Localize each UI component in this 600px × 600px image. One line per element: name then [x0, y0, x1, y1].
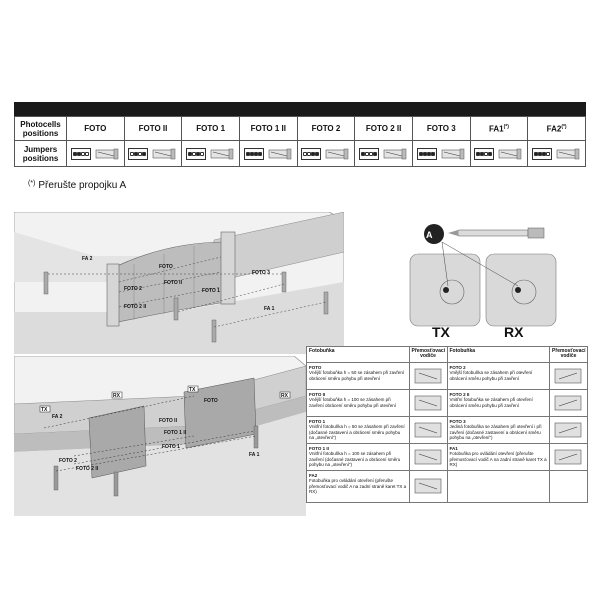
- desc-head-img-right: Přemosťovací vodiče: [550, 347, 588, 363]
- table-row: FOTO 1 Vnitřní fotobuňka h = 50 se zásahem při zavření (dočasné zastavení a obrácení směru pohybu na „otevření“) FOTO 3 Jediná fotobuňka se zásahem při otevření i při zavření (dočasné zastavení a obrácení směru pohybu na „otevření“): [307, 416, 588, 443]
- col-fa2: FA2(*): [528, 117, 586, 141]
- photocell-positions-row: [15, 117, 586, 141]
- wiring-icon: [411, 447, 445, 467]
- tag-tx: TX: [189, 387, 196, 393]
- jumper-cell: [470, 141, 528, 167]
- col-foto-1: FOTO 1: [182, 117, 240, 141]
- tag-tx: TX: [41, 407, 48, 413]
- note-marker: (*): [28, 180, 36, 187]
- col-foto-2: FOTO 2: [297, 117, 355, 141]
- jumper-pin: [142, 152, 146, 156]
- gate-diagram-sliding-svg: [14, 212, 344, 354]
- col-foto-ii: FOTO II: [124, 117, 182, 141]
- desc-head-img-left: Přemosťovací vodiče: [409, 347, 447, 363]
- label-foto-1-ii: FOTO 1 II: [164, 430, 187, 436]
- gate-diagram-swing: [14, 356, 306, 516]
- label-foto-1: FOTO 1: [162, 444, 180, 450]
- photocell-wiring-icon: [94, 147, 120, 161]
- jumper-pin: [431, 152, 435, 156]
- jumper-block: [186, 148, 206, 160]
- col-foto-1-ii: FOTO 1 II: [239, 117, 297, 141]
- table-row: FA2 Fotobuňka pro ovládání otevření (přerušte přemosťovací vodič A na zadní straně karet TX a RX): [307, 470, 588, 502]
- label-foto: FOTO: [159, 264, 173, 270]
- photocell-wiring-icon: [555, 147, 581, 161]
- photocell-wiring-icon: [440, 147, 466, 161]
- photocell-wiring-icon: [382, 147, 408, 161]
- jumper-letter: A: [426, 230, 433, 240]
- jumper-cell: [528, 141, 586, 167]
- table-row: FOTO Vnější fotobuňka h = 50 se zásahem při zavření obrácení směru pohybu při otevření FOTO 2 Vnější fotobuňka se zásahem při otevření obrácení směru pohybu při zavření: [307, 362, 588, 389]
- col-foto-3: FOTO 3: [412, 117, 470, 141]
- col-fa1: FA1(*): [470, 117, 528, 141]
- jumper-pin: [546, 152, 550, 156]
- wiring-icon: [411, 420, 445, 440]
- photocell-description-table: [306, 346, 588, 503]
- label-fa-2: FA 2: [52, 414, 63, 420]
- gate-diagram-swing-svg: [14, 356, 306, 516]
- label-fa-2: FA 2: [82, 256, 93, 262]
- jumper-cell: [297, 141, 355, 167]
- wiring-image: [550, 443, 588, 470]
- tx-label: TX: [432, 324, 450, 340]
- wiring-icon: [411, 393, 445, 413]
- jumper-block: [532, 148, 552, 160]
- label-foto: FOTO: [204, 398, 218, 404]
- label-fa-1: FA 1: [249, 452, 260, 458]
- photocell-positions-label: Photocells positions: [15, 117, 67, 141]
- jumper-pin: [373, 152, 377, 156]
- table-header-bar: [14, 102, 586, 116]
- jumper-cell: [67, 141, 125, 167]
- jumper-note: [28, 180, 126, 191]
- jumper-positions-label: Jumpers positions: [15, 141, 67, 167]
- gate-diagram-sliding: [14, 212, 344, 354]
- jumper-cell: [412, 141, 470, 167]
- tag-rx: RX: [281, 393, 288, 399]
- label-foto-2-ii: FOTO 2 II: [124, 304, 147, 310]
- jumper-block: [301, 148, 321, 160]
- tag-rx: RX: [113, 393, 120, 399]
- rx-label: RX: [504, 324, 524, 340]
- note-text: Přerušte propojku A: [38, 180, 127, 191]
- photocell-wiring-icon: [267, 147, 293, 161]
- jumper-block: [244, 148, 264, 160]
- photocell-wiring-icon: [151, 147, 177, 161]
- jumper-positions-row: [15, 141, 586, 167]
- wiring-icon: [551, 393, 585, 413]
- photocell-jumper-table: [14, 116, 586, 167]
- table-row: FOTO 1 II Vnitřní fotobuňka h = 100 se zásahem při zavření (dočasné zastavení a obrácení směru pohybu na „otevření“) FA1 Fotobuňka pro ovládání otevření (přerušte přemosťovací vodič A na zadní straně karet TX a RX): [307, 443, 588, 470]
- wiring-image: [409, 416, 447, 443]
- label-foto-1: FOTO 1: [202, 288, 220, 294]
- label-foto-3: FOTO 3: [252, 270, 270, 276]
- photocell-wiring-icon: [497, 147, 523, 161]
- label-foto-2-ii: FOTO 2 II: [76, 466, 99, 472]
- label-foto-2: FOTO 2: [124, 286, 142, 292]
- col-foto-2-ii: FOTO 2 II: [355, 117, 413, 141]
- label-foto-ii: FOTO II: [159, 418, 177, 424]
- jumper-cell: [239, 141, 297, 167]
- desc-header-row: [307, 347, 588, 363]
- wiring-icon: [551, 447, 585, 467]
- jumper-pin: [315, 152, 319, 156]
- col-foto: FOTO: [67, 117, 125, 141]
- jumper-cell: [355, 141, 413, 167]
- txrx-boards: [398, 220, 578, 350]
- jumper-block: [417, 148, 437, 160]
- jumper-block: [359, 148, 379, 160]
- wiring-image: [550, 362, 588, 389]
- jumper-pin: [488, 152, 492, 156]
- label-foto-ii: FOTO II: [164, 280, 182, 286]
- wiring-icon: [551, 420, 585, 440]
- wiring-image: [409, 389, 447, 416]
- label-foto-2: FOTO 2: [59, 458, 77, 464]
- wiring-image: [409, 443, 447, 470]
- jumper-block: [474, 148, 494, 160]
- txrx-boards-svg: [398, 220, 578, 350]
- desc-head-right: Fotobuňka: [447, 347, 550, 363]
- desc-head-left: Fotobuňka: [307, 347, 410, 363]
- label-fa-1: FA 1: [264, 306, 275, 312]
- jumper-cell: [124, 141, 182, 167]
- table-row: FOTO II Vnější fotobuňka h = 100 se zásahem při zavření obrácení směru pohybu při otevření FOTO 2 II Vnitřní fotobuňka se zásahem při otevření obrácení směru pohybu při zavření: [307, 389, 588, 416]
- jumper-pin: [85, 152, 89, 156]
- wiring-icon: [411, 476, 445, 496]
- jumper-cell: [182, 141, 240, 167]
- jumper-block: [128, 148, 148, 160]
- photocell-wiring-icon: [209, 147, 235, 161]
- jumper-pin: [200, 152, 204, 156]
- jumper-block: [71, 148, 91, 160]
- wiring-image: [550, 416, 588, 443]
- wiring-icon: [411, 366, 445, 386]
- wiring-image: [409, 362, 447, 389]
- jumper-pin: [258, 152, 262, 156]
- wiring-icon: [551, 366, 585, 386]
- wiring-image: [409, 470, 447, 502]
- wiring-image: [550, 389, 588, 416]
- photocell-wiring-icon: [324, 147, 350, 161]
